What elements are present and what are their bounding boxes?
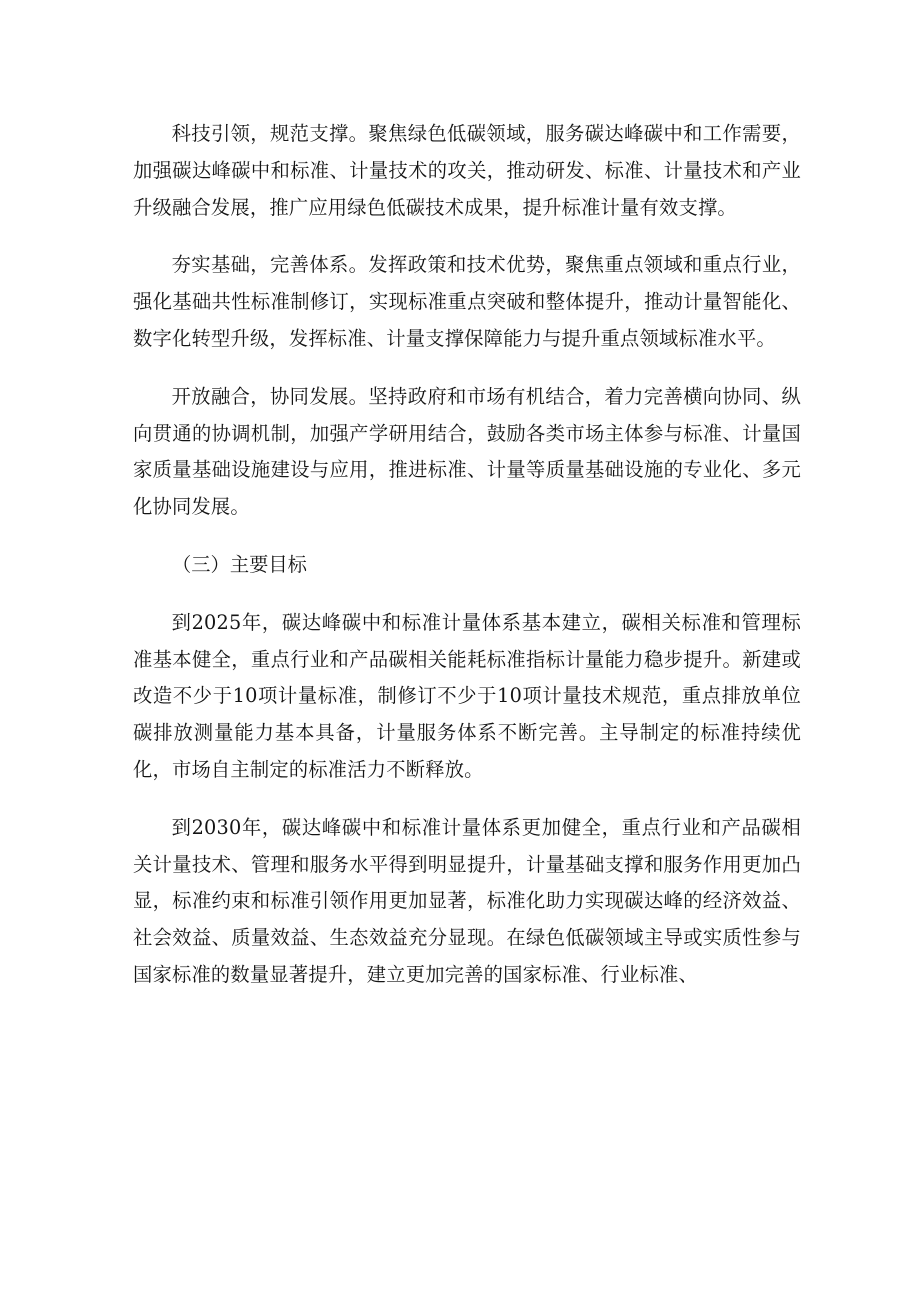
paragraph-principle-foundation: 夯实基础，完善体系。发挥政策和技术优势，聚焦重点领域和重点行业，强化基础共性标准制修订，实现标准重点突破和整体提升，推动计量智能化、数字化转型升级，发挥标准、计量支撑保障能力与提升重点领域标准水平。 [133, 253, 801, 350]
paragraph-goal-2030: 到2030年，碳达峰碳中和标准计量体系更加健全，重点行业和产品碳相关计量技术、管理和服务水平得到明显提升，计量基础支撑和服务作用更加凸显，标准约束和标准引领作用更加显著，标准化助力实现碳达峰的经济效益、社会效益、质量效益、生态效益充分显现。在绿色低碳领域主导或实质性参与国家标准的数量显著提升，建立更加完善的国家标准、行业标准、 [133, 815, 801, 986]
paragraph-principle-open: 开放融合，协同发展。坚持政府和市场有机结合，着力完善横向协同、纵向贯通的协调机制，加强产学研用结合，鼓励各类市场主体参与标准、计量国家质量基础设施建设与应用，推进标准、计量等质量基础设施的专业化、多元化协同发展。 [133, 384, 801, 519]
section-heading: （三）主要目标 [172, 552, 307, 576]
paragraph-principle-tech: 科技引领，规范支撑。聚焦绿色低碳领域，服务碳达峰碳中和工作需要，加强碳达峰碳中和标准、计量技术的攻关，推动研发、标准、计量技术和产业升级融合发展，推广应用绿色低碳技术成果，提升标准计量有效支撑。 [133, 122, 801, 219]
paragraph-goal-2025: 到2025年，碳达峰碳中和标准计量体系基本建立，碳相关标准和管理标准基本健全，重点行业和产品碳相关能耗标准指标计量能力稳步提升。新建或改造不少于10项计量标准，制修订不少于10项计量技术规范，重点排放单位碳排放测量能力基本具备，计量服务体系不断完善。主导制定的标准持续优化，市场自主制定的标准活力不断释放。 [133, 610, 801, 781]
document-body [133, 116, 801, 1015]
